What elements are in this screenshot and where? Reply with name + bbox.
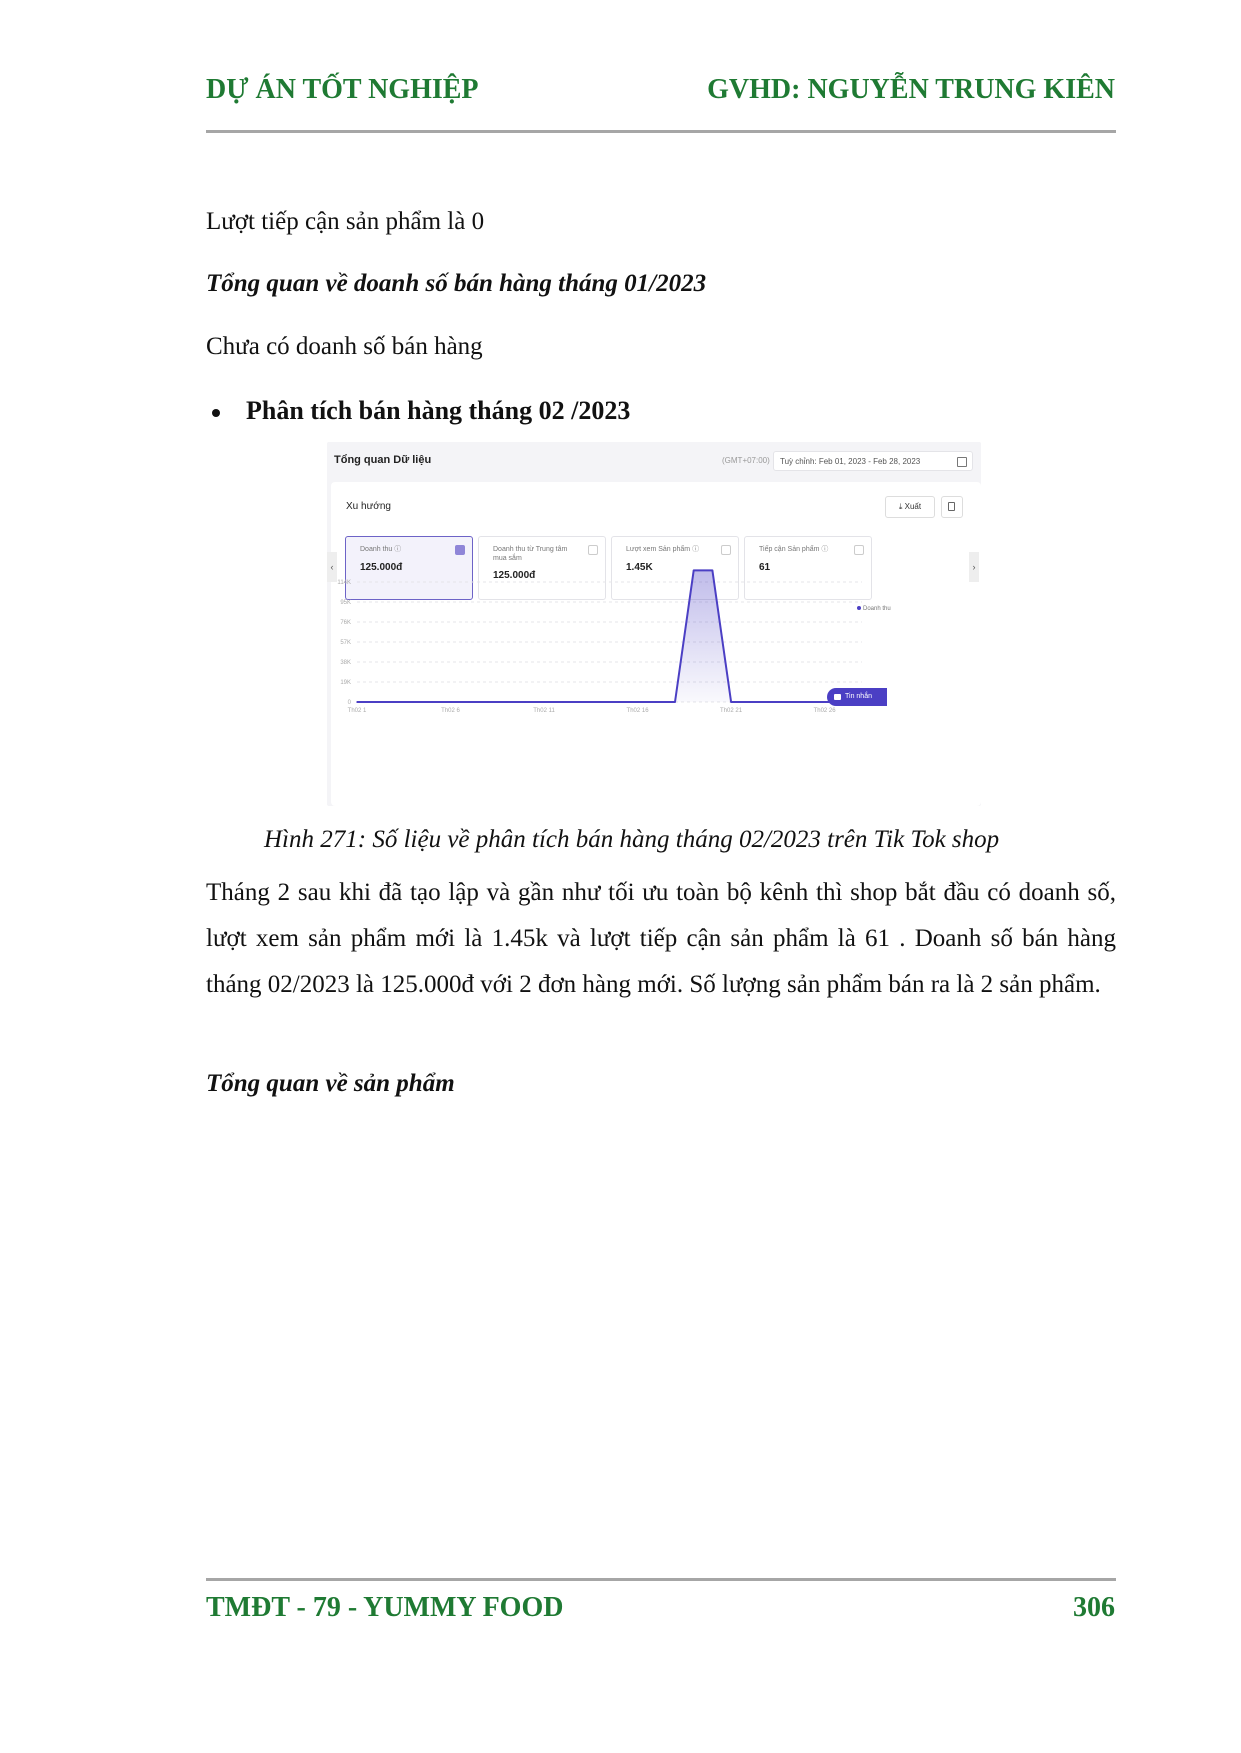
data-point (525, 701, 527, 703)
y-tick-label: 114K (337, 580, 351, 586)
data-point (655, 701, 657, 703)
heading-sales-overview: Tổng quan về doanh số bán hàng tháng 01/2023 (206, 270, 707, 297)
chat-button[interactable] (827, 688, 887, 706)
data-point (562, 701, 564, 703)
metric-value: 61 (759, 562, 771, 573)
data-point (618, 701, 620, 703)
paragraph-reach: Lượt tiếp cận sản phẩm là 0 (206, 208, 485, 235)
chat-icon (834, 694, 841, 700)
metric-label: Doanh thu từ Trung tâm mua sắm (493, 546, 568, 562)
y-tick-label: 95K (340, 600, 351, 606)
tiktok-analytics-screenshot (327, 442, 981, 806)
footer-divider (206, 1578, 1116, 1581)
data-point (506, 701, 508, 703)
metric-value: 1.45K (626, 562, 653, 573)
data-point (468, 701, 470, 703)
header-divider (206, 130, 1116, 133)
data-point (805, 701, 807, 703)
data-point (674, 701, 676, 703)
metric-value: 125.000đ (493, 570, 536, 581)
legend-label: Doanh thu (863, 606, 891, 612)
data-point (450, 701, 452, 703)
data-point (712, 570, 714, 572)
heading-product-overview: Tổng quan về sản phẩm (206, 1070, 455, 1097)
x-tick-label: Th02 11 (533, 708, 555, 714)
screenshot-title: Tổng quan Dữ liệu (334, 454, 432, 466)
x-tick-label: Th02 6 (441, 708, 460, 714)
trend-label: Xu hướng (346, 501, 391, 512)
x-tick-label: Th02 26 (813, 708, 836, 714)
data-point (730, 701, 732, 703)
data-point (599, 701, 601, 703)
data-point (356, 701, 358, 703)
data-point (431, 701, 433, 703)
x-tick-label: Th02 1 (347, 708, 367, 714)
export-button[interactable]: ⤓ Xuất (885, 496, 935, 518)
bullet-heading (212, 396, 630, 426)
data-point (749, 701, 751, 703)
revenue-trend-chart (327, 442, 981, 806)
header-project-title: DỰ ÁN TỐT NGHIỆP (206, 74, 479, 105)
metric-value: 125.000đ (360, 562, 403, 573)
y-tick-label: 19K (340, 680, 351, 686)
y-tick-label: 57K (340, 640, 351, 646)
figure-caption: Hình 271: Số liệu về phân tích bán hàng tháng 02/2023 trên Tik Tok shop (264, 826, 1000, 853)
paragraph-no-sales: Chưa có doanh số bán hàng (206, 333, 483, 360)
data-point (581, 701, 583, 703)
data-point (543, 701, 545, 703)
timezone-label: (GMT+07:00) (722, 456, 770, 465)
x-tick-label: Th02 16 (626, 708, 649, 714)
y-tick-label: 76K (340, 620, 351, 626)
cards-next-button[interactable]: › (969, 552, 979, 582)
data-point (487, 701, 489, 703)
page-number: 306 (1073, 1592, 1115, 1623)
y-tick-label: 38K (340, 660, 351, 666)
x-tick-label: Th02 21 (720, 708, 743, 714)
data-point (637, 701, 639, 703)
data-point (824, 701, 826, 703)
date-range-text: Tuỳ chỉnh: Feb 01, 2023 - Feb 28, 2023 (780, 457, 921, 466)
chat-label: Tin nhắn (845, 693, 872, 700)
paragraph-body: Tháng 2 sau khi đã tạo lập và gần như tối ưu toàn bộ kênh thì shop bắt đầu có doanh số, lượt xem sản phẩm mới là 1.45k và lượt tiếp cận sản phẩm là 61 . Doanh số bán hàng tháng 02/2023 là 125.000đ với 2 đơn hàng mới. Số lượng sản phẩm bán ra là 2 sản phẩm. (206, 879, 1116, 998)
cards-prev-button[interactable]: ‹ (327, 552, 337, 582)
data-point (375, 701, 377, 703)
data-point (412, 701, 414, 703)
metric-label: Lượt xem Sản phẩm ⓘ (626, 546, 700, 553)
metric-label: Tiếp cận Sản phẩm ⓘ (759, 546, 829, 553)
metric-label: Doanh thu ⓘ (360, 546, 402, 553)
data-point (786, 701, 788, 703)
data-point (394, 701, 396, 703)
footer-project-name: TMĐT - 79 - YUMMY FOOD (206, 1592, 564, 1623)
bullet-heading-text: Phân tích bán hàng tháng 02 /2023 (246, 396, 631, 425)
y-tick-label: 0 (347, 700, 351, 706)
header-advisor: GVHD: NGUYỄN TRUNG KIÊN (707, 74, 1115, 105)
bullet-icon (212, 409, 220, 417)
data-point (768, 701, 770, 703)
data-point (693, 570, 695, 572)
